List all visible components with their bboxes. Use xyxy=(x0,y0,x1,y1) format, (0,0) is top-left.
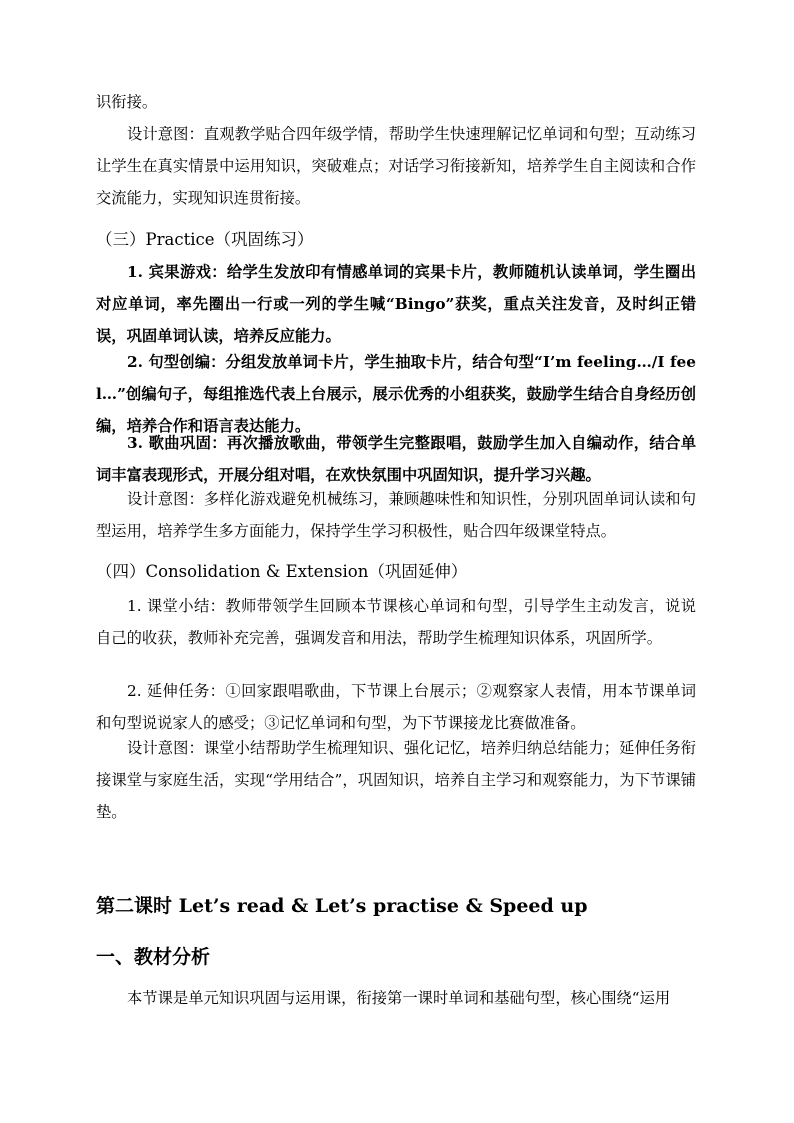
section-heading-practice: （三）Practice（巩固练习） xyxy=(96,230,314,249)
chapter-heading: 一、教材分析 xyxy=(96,946,211,968)
textbook-analysis-paragraph: 本节课是单元知识巩固与运用课，衔接第一课时单词和基础句型，核心围绕“运用 xyxy=(127,989,671,1007)
consolidation-item-extension: 2. 延伸任务：①回家跟唱歌曲，下节课上台展示；②观察家人表情，用本节课单词和句型说说家人的感受；③记忆单词和句型，为下节课接龙比赛做准备。 xyxy=(96,682,696,732)
section-heading-consolidation: （四）Consolidation & Extension（巩固延伸） xyxy=(96,562,468,581)
practice-item-song: 3. 歌曲巩固：再次播放歌曲，带领学生完整跟唱，鼓励学生加入自编动作，结合单词丰富表现形式，开展分组对唱，在欢快氛围中巩固知识，提升学习兴趣。 xyxy=(96,434,696,484)
practice-item-sentence: 2. 句型创编：分组发放单词卡片，学生抽取卡片，结合句型“I’m feeling…/I feel…”创编句子，每组推选代表上台展示，展示优秀的小组获奖，鼓励学生结合自身经历创编，培养合作和语言表达能力。 xyxy=(96,353,696,435)
lesson-title: 第二课时 Let’s read & Let’s practise & Speed up xyxy=(96,895,588,917)
design-intent-paragraph-3: 设计意图：课堂小结帮助学生梳理知识、强化记忆，培养归纳总结能力；延伸任务衔接课堂与家庭生活，实现“学用结合”，巩固知识，培养自主学习和观察能力，为下节课铺垫。 xyxy=(96,739,696,821)
design-intent-paragraph-1: 设计意图：直观教学贴合四年级学情，帮助学生快速理解记忆单词和句型；互动练习让学生在真实情景中运用知识，突破难点；对话学习衔接新知，培养学生自主阅读和合作交流能力，实现知识连贯衔接。 xyxy=(96,125,696,207)
practice-item-bingo: 1. 宾果游戏：给学生发放印有情感单词的宾果卡片，教师随机认读单词，学生圈出对应单词，率先圈出一行或一列的学生喊“Bingo”获奖，重点关注发音，及时纠正错误，巩固单词认读，培养反应能力。 xyxy=(96,263,696,345)
consolidation-item-summary: 1. 课堂小结：教师带领学生回顾本节课核心单词和句型，引导学生主动发言，说说自己的收获，教师补充完善，强调发音和用法，帮助学生梳理知识体系，巩固所学。 xyxy=(96,597,696,647)
design-intent-paragraph-2: 设计意图：多样化游戏避免机械练习，兼顾趣味性和知识性，分别巩固单词认读和句型运用，培养学生多方面能力，保持学生学习积极性，贴合四年级课堂特点。 xyxy=(96,490,696,540)
paragraph-continuation: 识衔接。 xyxy=(96,93,158,111)
